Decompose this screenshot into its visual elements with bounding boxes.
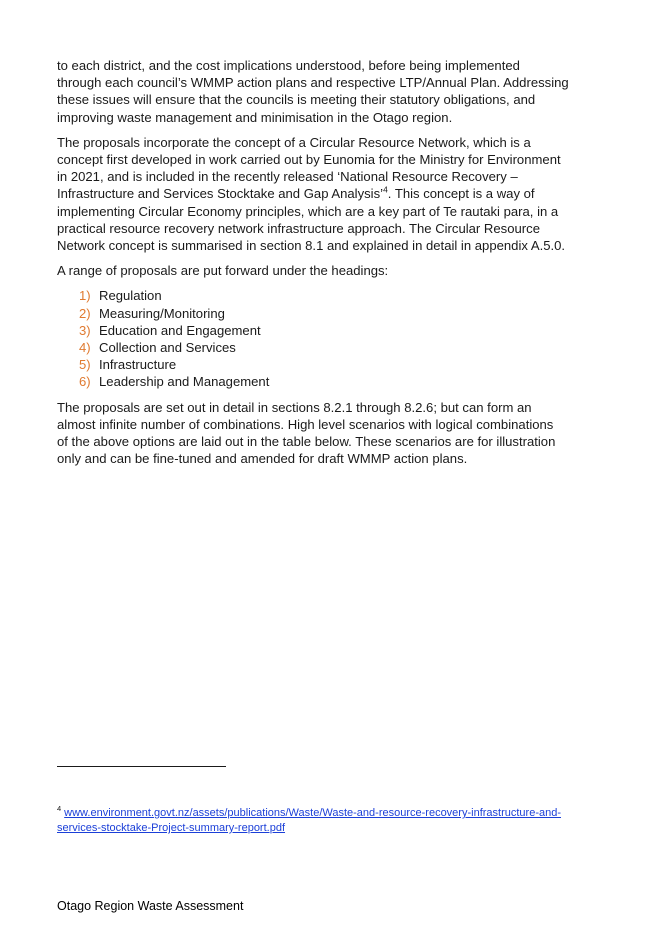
list-number: 2) [79,305,91,321]
footnote-line [57,806,597,821]
footnote-divider [57,766,226,767]
text-line: almost infinite number of combinations. High level scenarios with logical combinations [57,416,554,432]
list-item [79,339,577,356]
list-number: 1) [79,288,91,304]
text-segment: . This concept is a way of [387,186,535,202]
text-line: improving waste management and minimisation in the Otago region. [57,109,453,125]
list-item-label: Leadership and Management [99,374,270,390]
footnote-link-continuation[interactable]: services-stocktake-Project-summary-report.pdf [57,822,286,834]
paragraph-proposals-intro [57,262,577,279]
text-line: concept first developed in work carried out by Eunomia for the Ministry for Environment [57,152,561,168]
text-segment: Infrastructure and Services Stocktake and Gap Analysis’ [57,186,384,202]
text-line: practical resource recovery network infrastructure approach. The Circular Resource [57,220,540,236]
footnote-line [57,821,597,836]
text-line: to each district, and the cost implications understood, before being implemented [57,58,520,73]
list-number: 5) [79,357,91,373]
paragraph-circular-resource-network [57,134,577,254]
footnote-marker: 4 [57,804,62,814]
list-item-label: Measuring/Monitoring [99,305,225,321]
list-number: 6) [79,374,91,390]
list-item [79,322,577,339]
text-line: A range of proposals are put forward under the headings: [57,263,389,279]
text-line-with-footnote [57,185,577,202]
document-body [57,57,577,475]
page-footer: Otago Region Waste Assessment [57,899,244,913]
footnote-link[interactable]: www.environment.govt.nz/assets/publications/Waste/Waste-and-resource-recovery-infrastructure-and- [64,807,561,819]
paragraph-closing [57,399,577,468]
text-line: in 2021, and is included in the recently released ‘National Resource Recovery – [57,169,518,185]
paragraph-intro [57,57,577,126]
text-line: The proposals are set out in detail in sections 8.2.1 through 8.2.6; but can form an [57,399,532,415]
list-item [79,287,577,304]
list-item-label: Regulation [99,288,162,304]
text-line: only and can be fine-tuned and amended for draft WMMP action plans. [57,451,468,467]
text-line: The proposals incorporate the concept of a Circular Resource Network, which is a [57,134,531,150]
list-item [79,356,577,373]
list-item-label: Collection and Services [99,340,236,356]
text-line: of the above options are laid out in the table below. These scenarios are for illustration [57,434,556,450]
text-line: implementing Circular Economy principles, which are a key part of Te rautaki para, in a [57,203,559,219]
text-line: Network concept is summarised in section 8.1 and explained in detail in appendix A.5.0. [57,238,566,254]
list-number: 4) [79,340,91,356]
list-number: 3) [79,322,91,338]
text-line: these issues will ensure that the councils is meeting their statutory obligations, and [57,92,536,108]
list-item-label: Education and Engagement [99,322,261,338]
list-item [79,373,577,390]
list-item-label: Infrastructure [99,357,177,373]
footnote [57,806,597,836]
footnote-reference[interactable]: 4 [383,185,388,196]
proposal-list [79,287,577,390]
text-line: through each council’s WMMP action plans and respective LTP/Annual Plan. Addressing [57,75,569,91]
list-item [79,305,577,322]
